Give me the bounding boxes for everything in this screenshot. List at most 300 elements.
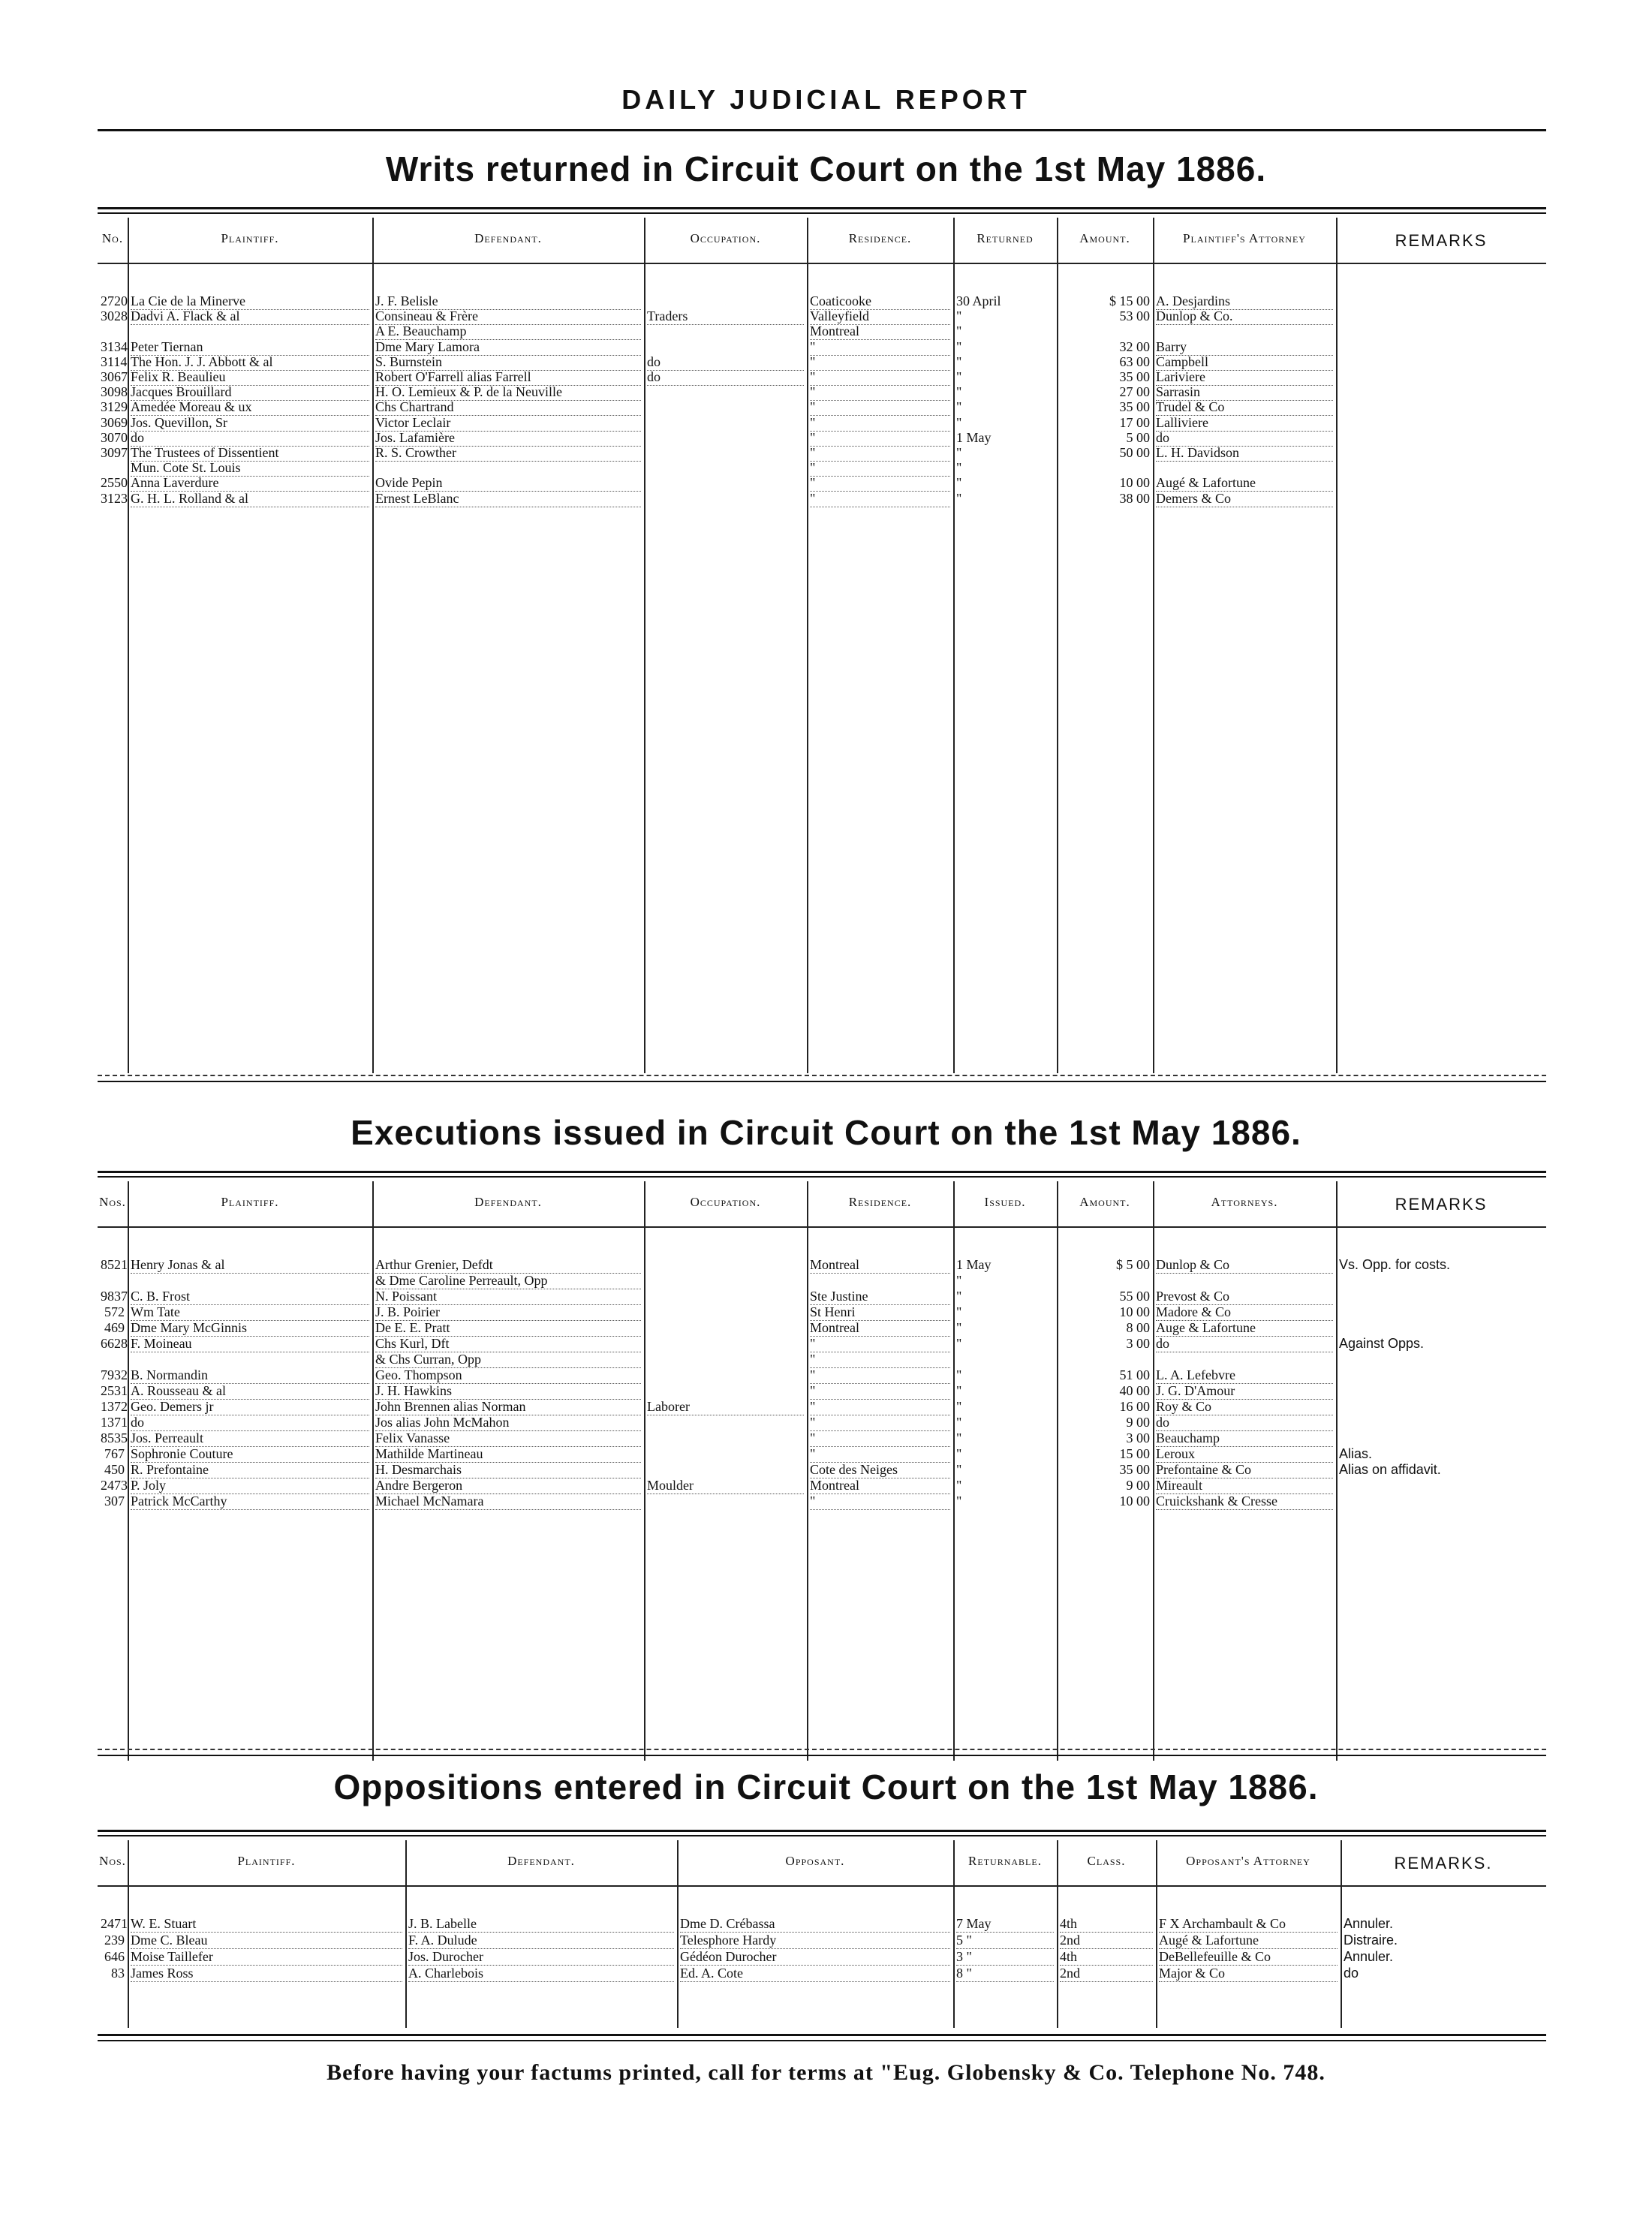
executions-cell: Geo. Demers jr [131,1398,369,1415]
writs-cell: Peter Tiernan [131,338,369,356]
oppositions-header-rule [98,1885,1546,1887]
executions-cell: Alias. [1339,1446,1373,1461]
executions-cell: Roy & Co [1156,1398,1333,1415]
writs-cell: 3070 [101,429,128,445]
writs-cell: La Cie de la Minerve [131,293,369,310]
writs-cell: A E. Beauchamp [375,323,641,340]
writs-cell: Jacques Brouillard [131,384,369,401]
writs-row [98,444,1546,461]
oppositions-header-0: Nos. [99,1854,126,1868]
oppositions-section-title: Oppositions entered in Circuit Court on the 1st May 1886. [333,1767,1319,1806]
oppositions-cell: J. B. Labelle [408,1915,674,1933]
writs-cell: L. H. Davidson [1156,444,1333,462]
executions-row [98,1351,1546,1367]
oppositions-cell: 4th [1060,1915,1153,1933]
executions-cell: N. Poissant [375,1288,641,1305]
writs-cell: " [956,323,962,339]
writs-cell: " [810,429,950,447]
writs-cell: 38 00 [1119,490,1150,506]
writs-cell: " [810,399,950,416]
executions-cell: Jos alias John McMahon [375,1414,641,1431]
executions-cell: H. Desmarchais [375,1461,641,1478]
oppositions-cell: Gédéon Durocher [680,1948,950,1966]
writs-cell: Ovide Pepin [375,474,641,492]
oppositions-cell: Augé & Lafortune [1159,1932,1338,1949]
writs-header-2: Defendant. [474,231,542,245]
executions-cell: A. Rousseau & al [131,1382,369,1400]
oppositions-cell: Telesphore Hardy [680,1932,950,1949]
executions-cell: " [956,1304,962,1319]
writs-cell: Felix R. Beaulieu [131,368,369,386]
executions-cell: 9 00 [1126,1478,1150,1493]
oppositions-top-rule-2 [98,1835,1546,1836]
executions-cell: Mathilde Martineau [375,1445,641,1463]
writs-header-1: Plaintiff. [221,231,279,245]
executions-cell: Mireault [1156,1477,1333,1494]
writs-cell: 3134 [101,338,128,354]
executions-cell: Michael McNamara [375,1493,641,1510]
executions-cell: Henry Jonas & al [131,1256,369,1274]
oppositions-cell: 2nd [1060,1965,1153,1982]
writs-cell: " [956,490,962,506]
executions-cell: 1371 [101,1415,128,1430]
writs-cell: Dme Mary Lamora [375,338,641,356]
executions-cell: 16 00 [1119,1399,1150,1414]
executions-cell: Ste Justine [810,1288,950,1305]
oppositions-cell: Ed. A. Cote [680,1965,950,1982]
writs-header-0: No. [101,231,124,245]
executions-cell: Prevost & Co [1156,1288,1333,1305]
writs-cell: do [647,368,804,386]
writs-cell: A. Desjardins [1156,293,1333,310]
writs-cell: " [810,414,950,432]
writs-cell: Chs Chartrand [375,399,641,416]
writs-cell: 3129 [101,399,128,415]
executions-row [98,1477,1546,1494]
executions-cell: 55 00 [1119,1289,1150,1304]
writs-cell: Barry [1156,338,1333,356]
executions-cell: 1372 [101,1399,128,1414]
executions-cell: 3 00 [1126,1336,1150,1351]
writs-cell: Dadvi A. Flack & al [131,308,369,325]
executions-cell: " [956,1320,962,1335]
executions-bottom-rule [98,1749,1546,1750]
oppositions-cell: 7 May [956,1915,1054,1933]
executions-cell: 9837 [101,1289,128,1304]
writs-bottom-rule [98,1075,1546,1076]
oppositions-cell: F X Archambault & Co [1159,1915,1338,1933]
oppositions-cell: 5 " [956,1932,1054,1949]
oppositions-header-1: Plaintiff. [237,1854,296,1868]
writs-cell: 3097 [101,445,128,460]
executions-cell: " [810,1335,950,1352]
writs-row [98,490,1546,507]
executions-header-7: Attorneys. [1211,1195,1278,1209]
writs-cell: do [131,429,369,447]
executions-cell: do [1156,1335,1333,1352]
executions-top-rule [98,1171,1546,1173]
executions-cell: Jos. Perreault [131,1430,369,1447]
oppositions-header-6: Opposant's Attorney [1186,1854,1310,1868]
writs-cell: " [956,399,962,415]
executions-row [98,1461,1546,1478]
executions-row [98,1382,1546,1399]
writs-cell: do [1156,429,1333,447]
executions-header-2: Defendant. [474,1195,542,1209]
executions-cell: Cote des Neiges [810,1461,950,1478]
writs-cell: 53 00 [1119,308,1150,324]
executions-cell: 2531 [101,1383,128,1398]
executions-cell: " [956,1494,962,1509]
writs-top-rule [98,207,1546,209]
writs-cell: 3123 [101,490,128,506]
executions-cell: 35 00 [1119,1462,1150,1477]
writs-cell: 2720 [101,293,128,308]
writs-cell: 32 00 [1119,338,1150,354]
oppositions-cell: James Ross [131,1965,402,1982]
writs-cell: " [956,369,962,384]
writs-cell: Coaticooke [810,293,950,310]
executions-cell: J. G. D'Amour [1156,1382,1333,1400]
writs-row [98,384,1546,400]
writs-cell: Sarrasin [1156,384,1333,401]
executions-cell: & Dme Caroline Perreault, Opp [375,1272,641,1289]
executions-cell: " [810,1493,950,1510]
executions-row [98,1272,1546,1289]
executions-cell: " [956,1336,962,1351]
writs-cell: 17 00 [1119,414,1150,430]
executions-cell: 450 [104,1462,125,1477]
oppositions-cell: Distraire. [1344,1933,1398,1948]
executions-cell: " [810,1351,950,1368]
executions-cell: " [956,1415,962,1430]
executions-header-4: Residence. [848,1195,912,1209]
writs-row [98,368,1546,385]
executions-cell: Felix Vanasse [375,1430,641,1447]
footer-advertisement: Before having your factums printed, call for terms at "Eug. Globensky & Co. Telephone No. 748. [326,2060,1326,2085]
executions-cell: Arthur Grenier, Defdt [375,1256,641,1274]
executions-cell: " [810,1445,950,1463]
writs-cell: " [956,445,962,460]
writs-cell: Campbell [1156,353,1333,371]
oppositions-row [98,1948,1546,1965]
executions-cell: " [956,1383,962,1398]
executions-row [98,1493,1546,1509]
writs-row [98,323,1546,339]
writs-row [98,353,1546,370]
executions-cell: P. Joly [131,1477,369,1494]
writs-cell: " [810,459,950,477]
writs-header-rule [98,263,1546,264]
writs-cell: Robert O'Farrell alias Farrell [375,368,641,386]
executions-cell: & Chs Curran, Opp [375,1351,641,1368]
executions-cell: C. B. Frost [131,1288,369,1305]
executions-cell: 51 00 [1119,1367,1150,1382]
writs-cell: " [956,353,962,369]
executions-cell: 572 [104,1304,125,1319]
executions-row [98,1319,1546,1336]
executions-row [98,1335,1546,1352]
executions-row [98,1414,1546,1430]
writs-cell: " [810,490,950,507]
oppositions-cell: 3 " [956,1948,1054,1966]
writs-cell: " [810,338,950,356]
writs-cell: Mun. Cote St. Louis [131,459,369,477]
executions-row [98,1430,1546,1446]
executions-header-5: Issued. [984,1195,1026,1209]
executions-cell: 10 00 [1119,1494,1150,1509]
writs-cell: $ 15 00 [1109,293,1150,308]
executions-cell: Geo. Thompson [375,1367,641,1384]
executions-cell: do [131,1414,369,1431]
executions-header-1: Plaintiff. [221,1195,279,1209]
writs-header-4: Residence. [848,231,912,245]
writs-cell: do [647,353,804,371]
oppositions-cell: Major & Co [1159,1965,1338,1982]
oppositions-cell: 646 [104,1949,125,1964]
writs-row [98,308,1546,324]
writs-header-8: REMARKS [1395,231,1488,250]
executions-cell: St Henri [810,1304,950,1321]
oppositions-header-2: Defendant. [507,1854,575,1868]
writs-header-5: Returned [976,231,1034,245]
executions-cell: Vs. Opp. for costs. [1339,1257,1451,1272]
executions-cell: " [810,1414,950,1431]
writs-cell: 63 00 [1119,353,1150,369]
executions-cell: Against Opps. [1339,1336,1425,1351]
writs-row [98,429,1546,446]
oppositions-header-3: Opposant. [785,1854,845,1868]
executions-cell: " [956,1273,962,1288]
executions-cell: Leroux [1156,1445,1333,1463]
oppositions-header-5: Class. [1087,1854,1126,1868]
writs-top-rule-2 [98,212,1546,214]
executions-cell: " [810,1430,950,1447]
writs-cell: J. F. Belisle [375,293,641,310]
writs-cell: 35 00 [1119,369,1150,384]
writs-cell: 35 00 [1119,399,1150,415]
writs-cell: 10 00 [1119,475,1150,491]
executions-cell: 8 00 [1126,1320,1150,1335]
writs-row [98,459,1546,476]
executions-cell: Wm Tate [131,1304,369,1321]
writs-cell: Dunlop & Co. [1156,308,1333,325]
writs-cell: 27 00 [1119,384,1150,400]
executions-cell: 6628 [101,1336,128,1351]
writs-cell: R. S. Crowther [375,444,641,462]
writs-cell: G. H. L. Rolland & al [131,490,369,507]
executions-row [98,1288,1546,1304]
writs-cell: 3069 [101,414,128,430]
writs-cell: 3098 [101,384,128,400]
executions-cell: 8535 [101,1430,128,1445]
executions-cell: Chs Kurl, Dft [375,1335,641,1352]
oppositions-cell: Dme D. Crébassa [680,1915,950,1933]
writs-cell: The Trustees of Dissentient [131,444,369,462]
writs-cell: H. O. Lemieux & P. de la Neuville [375,384,641,401]
executions-cell: Dme Mary McGinnis [131,1319,369,1337]
oppositions-cell: 83 [111,1966,125,1981]
executions-header-6: Amount. [1079,1195,1130,1209]
oppositions-cell: 2nd [1060,1932,1153,1949]
executions-cell: Laborer [647,1398,804,1415]
writs-cell: Anna Laverdure [131,474,369,492]
executions-cell: J. B. Poirier [375,1304,641,1321]
executions-cell: " [956,1446,962,1461]
oppositions-cell: Annuler. [1344,1949,1394,1964]
executions-cell: 3 00 [1126,1430,1150,1445]
executions-cell: 1 May [956,1257,992,1272]
writs-cell: 2550 [101,475,128,491]
executions-cell: Prefontaine & Co [1156,1461,1333,1478]
title-rule [98,129,1546,131]
oppositions-cell: Annuler. [1344,1916,1394,1931]
writs-row [98,293,1546,309]
writs-cell: Consineau & Frère [375,308,641,325]
oppositions-table [98,1840,1546,2028]
writs-cell: " [956,384,962,400]
executions-cell: 307 [104,1494,125,1509]
executions-cell: F. Moineau [131,1335,369,1352]
executions-cell: " [956,1478,962,1493]
writs-cell: Victor Leclair [375,414,641,432]
executions-cell: " [956,1289,962,1304]
executions-cell: Auge & Lafortune [1156,1319,1333,1337]
executions-cell: 40 00 [1119,1383,1150,1398]
executions-bottom-rule-2 [98,1755,1546,1756]
writs-cell: The Hon. J. J. Abbott & al [131,353,369,371]
report-title: DAILY JUDICIAL REPORT [621,84,1031,115]
writs-cell: 3114 [101,353,128,369]
writs-cell: Lariviere [1156,368,1333,386]
writs-cell: Lalliviere [1156,414,1333,432]
executions-cell: De E. E. Pratt [375,1319,641,1337]
executions-header-8: REMARKS [1395,1195,1488,1214]
executions-cell: R. Prefontaine [131,1461,369,1478]
oppositions-cell: A. Charlebois [408,1965,674,1982]
executions-cell: Beauchamp [1156,1430,1333,1447]
executions-table [98,1181,1546,1761]
writs-cell: 5 00 [1126,429,1150,445]
writs-cell: " [956,414,962,430]
executions-cell: " [956,1462,962,1477]
writs-cell: 3067 [101,369,128,384]
executions-cell: 9 00 [1126,1415,1150,1430]
executions-cell: 8521 [101,1257,128,1272]
executions-cell: B. Normandin [131,1367,369,1384]
oppositions-bottom-rule-2 [98,2040,1546,2041]
writs-header-6: Amount. [1079,231,1130,245]
writs-cell: Montreal [810,323,950,340]
executions-cell: " [956,1367,962,1382]
executions-cell: Montreal [810,1319,950,1337]
executions-cell: 469 [104,1320,125,1335]
oppositions-cell: 8 " [956,1965,1054,1982]
executions-cell: " [956,1430,962,1445]
executions-cell: Montreal [810,1256,950,1274]
writs-cell: Augé & Lafortune [1156,474,1333,492]
executions-cell: Andre Bergeron [375,1477,641,1494]
writs-cell: " [810,353,950,371]
writs-cell: Jos. Quevillon, Sr [131,414,369,432]
executions-cell: " [810,1367,950,1384]
writs-cell: " [810,384,950,401]
writs-row [98,399,1546,415]
executions-cell: 767 [104,1446,125,1461]
writs-cell: " [956,338,962,354]
executions-cell: John Brennen alias Norman [375,1398,641,1415]
oppositions-row [98,1965,1546,1981]
oppositions-top-rule [98,1830,1546,1832]
executions-header-0: Nos. [99,1195,126,1209]
oppositions-cell: 4th [1060,1948,1153,1966]
executions-row [98,1304,1546,1320]
executions-cell: L. A. Lefebvre [1156,1367,1333,1384]
writs-cell: Jos. Lafamière [375,429,641,447]
writs-section-title: Writs returned in Circuit Court on the 1st May 1886. [385,149,1267,188]
oppositions-row [98,1932,1546,1948]
writs-cell: " [810,474,950,492]
writs-cell: 3028 [101,308,128,324]
oppositions-row [98,1915,1546,1932]
executions-cell: 15 00 [1119,1446,1150,1461]
writs-cell: Trudel & Co [1156,399,1333,416]
executions-cell: Cruickshank & Cresse [1156,1493,1333,1510]
executions-row [98,1445,1546,1462]
oppositions-cell: DeBellefeuille & Co [1159,1948,1338,1966]
oppositions-cell: Jos. Durocher [408,1948,674,1966]
executions-cell: Patrick McCarthy [131,1493,369,1510]
oppositions-cell: W. E. Stuart [131,1915,402,1933]
writs-cell: 30 April [956,293,1001,308]
executions-cell: do [1156,1414,1333,1431]
executions-row [98,1367,1546,1383]
writs-cell: Valleyfield [810,308,950,325]
executions-cell: " [956,1399,962,1414]
oppositions-cell: 239 [104,1933,125,1948]
executions-header-rule [98,1226,1546,1228]
oppositions-bottom-rule [98,2034,1546,2036]
executions-cell: 10 00 [1119,1304,1150,1319]
writs-cell: " [810,444,950,462]
executions-top-rule-2 [98,1176,1546,1178]
executions-row [98,1398,1546,1415]
executions-cell: J. H. Hawkins [375,1382,641,1400]
executions-row [98,1256,1546,1273]
writs-cell: " [956,460,962,476]
writs-cell: 1 May [956,429,992,445]
writs-row [98,414,1546,431]
executions-cell: Moulder [647,1477,804,1494]
writs-cell: " [956,475,962,491]
executions-cell: Sophronie Couture [131,1445,369,1463]
oppositions-header-4: Returnable. [968,1854,1042,1868]
executions-section-title: Executions issued in Circuit Court on the 1st May 1886. [351,1113,1301,1152]
oppositions-cell: 2471 [101,1916,128,1931]
writs-cell: 50 00 [1119,445,1150,460]
executions-cell: Alias on affidavit. [1339,1462,1441,1477]
writs-cell: Traders [647,308,804,325]
writs-cell: " [810,368,950,386]
oppositions-header-7: REMARKS. [1394,1854,1493,1873]
writs-header-7: Plaintiff's Attorney [1183,231,1306,245]
executions-cell: 2473 [101,1478,128,1493]
writs-cell: S. Burnstein [375,353,641,371]
writs-header-3: Occupation. [690,231,761,245]
writs-cell: Demers & Co [1156,490,1333,507]
writs-row [98,474,1546,491]
writs-bottom-rule-2 [98,1081,1546,1082]
